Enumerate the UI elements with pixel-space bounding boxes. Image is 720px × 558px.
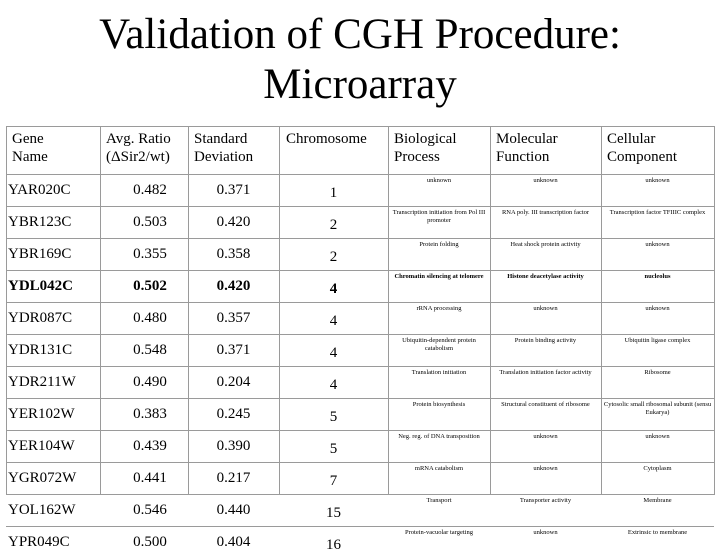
table-row (6, 495, 714, 527)
process-cell: Transport (388, 495, 490, 527)
component-cell: Cytoplasm (601, 463, 714, 495)
column-divider (490, 126, 491, 494)
gene-name-cell: YDR211W (6, 367, 100, 399)
table-row (6, 399, 714, 431)
chromosome-cell: 2 (279, 239, 388, 271)
header-component-line-2: Component (607, 149, 677, 165)
header-stdev-line-2: Deviation (194, 149, 253, 165)
stdev-cell: 0.204 (188, 367, 279, 399)
table-row (6, 367, 714, 399)
table-row (6, 335, 714, 367)
header-molecular-function (490, 126, 601, 175)
process-cell: Translation initiation (388, 367, 490, 399)
component-cell: unknown (601, 303, 714, 335)
header-avg-ratio (100, 126, 188, 175)
stdev-cell: 0.404 (188, 527, 279, 558)
ratio-cell: 0.480 (100, 303, 188, 335)
gene-name-cell: YOL162W (6, 495, 100, 527)
header-function-line-1: Molecular (496, 131, 558, 147)
function-cell: unknown (490, 463, 601, 495)
stdev-cell: 0.217 (188, 463, 279, 495)
component-cell: Extrinsic to membrane (601, 527, 714, 558)
function-cell: Heat shock protein activity (490, 239, 601, 271)
stdev-cell: 0.440 (188, 495, 279, 527)
column-divider (279, 126, 280, 494)
process-cell: Chromatin silencing at telomere (388, 271, 490, 303)
gene-name-cell: YGR072W (6, 463, 100, 495)
chromosome-cell: 4 (279, 271, 388, 303)
header-biological-process (388, 126, 490, 175)
header-gene-name (6, 126, 100, 175)
validation-table (6, 126, 714, 558)
stdev-cell: 0.245 (188, 399, 279, 431)
header-ratio-line-1: Avg. Ratio (106, 131, 171, 147)
stdev-cell: 0.357 (188, 303, 279, 335)
table-row (6, 239, 714, 271)
chromosome-cell: 4 (279, 335, 388, 367)
ratio-cell: 0.500 (100, 527, 188, 558)
chromosome-cell: 5 (279, 431, 388, 463)
function-cell: unknown (490, 175, 601, 207)
chromosome-cell: 15 (279, 495, 388, 527)
ratio-cell: 0.546 (100, 495, 188, 527)
ratio-cell: 0.482 (100, 175, 188, 207)
title-line-1: Validation of CGH Procedure: (0, 10, 720, 60)
table-body (6, 175, 714, 558)
header-ratio-line-2: (ΔSir2/wt) (106, 149, 170, 165)
stdev-cell: 0.390 (188, 431, 279, 463)
header-chromosome: Chromosome (279, 126, 388, 175)
chromosome-cell: 4 (279, 303, 388, 335)
header-stdev-line-1: Standard (194, 131, 247, 147)
header-function-line-2: Function (496, 149, 549, 165)
stdev-cell: 0.371 (188, 175, 279, 207)
table-row (6, 207, 714, 239)
chromosome-cell: 16 (279, 527, 388, 558)
ratio-cell: 0.503 (100, 207, 188, 239)
column-divider (100, 126, 101, 494)
process-cell: Ubiquitin-dependent protein catabolism (388, 335, 490, 367)
component-cell: Cytosolic small ribosomal subunit (sensu Eukarya) (601, 399, 714, 431)
table-row (6, 271, 714, 303)
ratio-cell: 0.355 (100, 239, 188, 271)
header-process-line-2: Process (394, 149, 440, 165)
gene-name-cell: YBR169C (6, 239, 100, 271)
ratio-cell: 0.502 (100, 271, 188, 303)
slide-title (0, 10, 720, 110)
stdev-cell: 0.371 (188, 335, 279, 367)
component-cell: Ribosome (601, 367, 714, 399)
component-cell: unknown (601, 175, 714, 207)
function-cell: Transporter activity (490, 495, 601, 527)
process-cell: Protein biosynthesis (388, 399, 490, 431)
gene-name-cell: YDL042C (6, 271, 100, 303)
table-header-row (6, 126, 714, 175)
ratio-cell: 0.383 (100, 399, 188, 431)
process-cell: mRNA catabolism (388, 463, 490, 495)
process-cell: Transcription initiation from Pol III promoter (388, 207, 490, 239)
component-cell: unknown (601, 431, 714, 463)
header-gene-line-2: Name (12, 149, 48, 165)
ratio-cell: 0.548 (100, 335, 188, 367)
gene-name-cell: YDR131C (6, 335, 100, 367)
table-row (6, 463, 714, 495)
ratio-cell: 0.439 (100, 431, 188, 463)
process-cell: Protein-vacuolar targeting (388, 527, 490, 558)
function-cell: RNA poly. III transcription factor (490, 207, 601, 239)
component-cell: Membrane (601, 495, 714, 527)
column-divider (601, 126, 602, 494)
function-cell: Protein binding activity (490, 335, 601, 367)
header-gene-line-1: Gene (12, 131, 44, 147)
gene-name-cell: YBR123C (6, 207, 100, 239)
component-cell: Ubiquitin ligase complex (601, 335, 714, 367)
gene-name-cell: YER104W (6, 431, 100, 463)
column-divider (188, 126, 189, 494)
header-standard-deviation (188, 126, 279, 175)
chromosome-cell: 4 (279, 367, 388, 399)
component-cell: Transcription factor TFIIIC complex (601, 207, 714, 239)
process-cell: Protein folding (388, 239, 490, 271)
chromosome-cell: 1 (279, 175, 388, 207)
component-cell: unknown (601, 239, 714, 271)
process-cell: rRNA processing (388, 303, 490, 335)
component-cell: nucleolus (601, 271, 714, 303)
table-row (6, 175, 714, 207)
function-cell: unknown (490, 431, 601, 463)
function-cell: Structural constituent of ribosome (490, 399, 601, 431)
table-row (6, 303, 714, 335)
chromosome-cell: 2 (279, 207, 388, 239)
ratio-cell: 0.441 (100, 463, 188, 495)
chromosome-cell: 5 (279, 399, 388, 431)
column-divider (388, 126, 389, 494)
process-cell: Neg. reg. of DNA transposition (388, 431, 490, 463)
gene-name-cell: YER102W (6, 399, 100, 431)
stdev-cell: 0.358 (188, 239, 279, 271)
gene-name-cell: YDR087C (6, 303, 100, 335)
function-cell: Translation initiation factor activity (490, 367, 601, 399)
header-process-line-1: Biological (394, 131, 457, 147)
table-row (6, 527, 714, 558)
chromosome-cell: 7 (279, 463, 388, 495)
gene-name-cell: YPR049C (6, 527, 100, 558)
title-line-2: Microarray (0, 60, 720, 110)
stdev-cell: 0.420 (188, 207, 279, 239)
process-cell: unknown (388, 175, 490, 207)
ratio-cell: 0.490 (100, 367, 188, 399)
function-cell: Histone deacetylase activity (490, 271, 601, 303)
header-component-line-1: Cellular (607, 131, 655, 147)
gene-name-cell: YAR020C (6, 175, 100, 207)
header-cellular-component (601, 126, 714, 175)
function-cell: unknown (490, 527, 601, 558)
stdev-cell: 0.420 (188, 271, 279, 303)
table-row (6, 431, 714, 463)
function-cell: unknown (490, 303, 601, 335)
